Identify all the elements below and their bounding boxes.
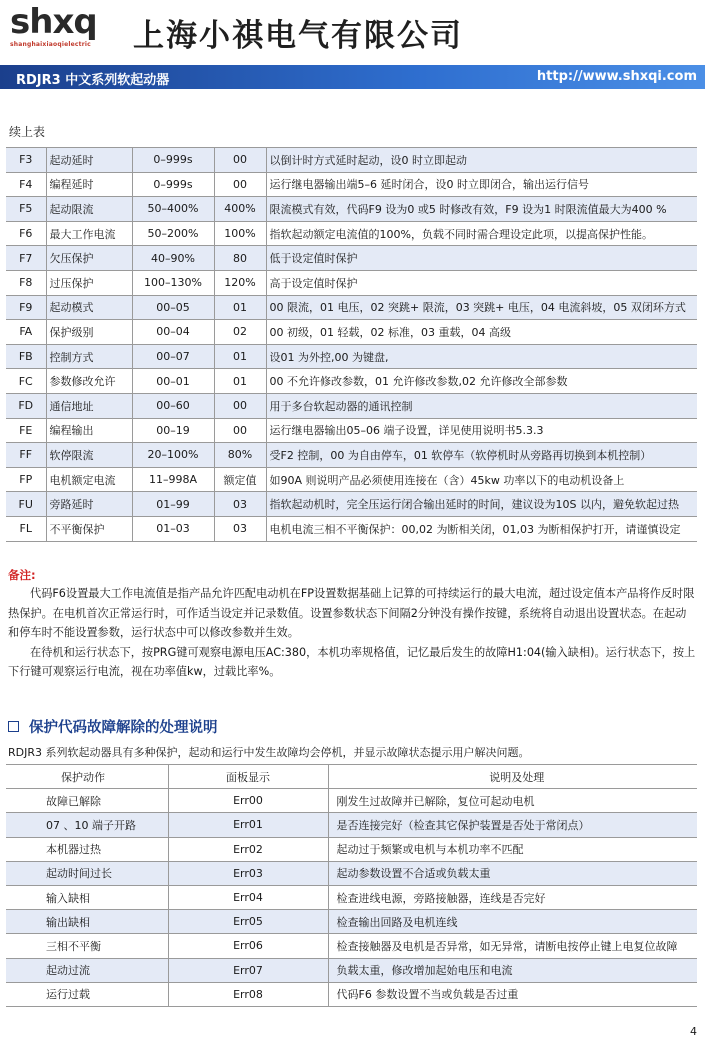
website-url: http://www.shxqi.com — [536, 69, 697, 84]
param-name: 控制方式 — [46, 344, 132, 369]
param-description: 设01 为外控,00 为键盘, — [266, 344, 697, 369]
table-row — [6, 418, 697, 443]
param-default: 02 — [214, 320, 266, 345]
note-paragraph: 在待机和运行状态下，按PRG键可观察电源电压AC:380，本机功率规格值，记忆最后发生的故障H1:04(输入缺相)。运行状态下，按上下行键可观察运行电流，视在功率值kw，过载比率%。 — [8, 645, 696, 678]
fault-action: 故障已解除 — [6, 789, 168, 813]
column-header: 面板显示 — [168, 765, 328, 789]
param-code: F7 — [6, 246, 46, 271]
param-default: 额定值 — [214, 467, 266, 492]
param-code: F9 — [6, 295, 46, 320]
title-banner — [0, 65, 705, 89]
fault-table — [6, 764, 697, 1007]
param-name: 起动模式 — [46, 295, 132, 320]
param-range: 0–999s — [132, 148, 214, 173]
fault-action: 输入缺相 — [6, 885, 168, 909]
param-code: FC — [6, 369, 46, 394]
fault-panel-code: Err05 — [168, 910, 328, 934]
notes-label: 备注: — [8, 568, 36, 582]
param-code: FE — [6, 418, 46, 443]
table-header-row — [6, 765, 697, 789]
table-row — [6, 813, 697, 837]
column-header: 说明及处理 — [328, 765, 697, 789]
fault-description: 检查接触器及电机是否异常，如无异常，请断电按停止键上电复位故障 — [328, 934, 697, 958]
param-default: 01 — [214, 369, 266, 394]
fault-description: 起动参数设置不合适或负载太重 — [328, 861, 697, 885]
param-name: 欠压保护 — [46, 246, 132, 271]
table-row — [6, 467, 697, 492]
param-description: 运行继电器输出05–06 端子设置，详见使用说明书5.3.3 — [266, 418, 697, 443]
param-range: 40–90% — [132, 246, 214, 271]
table-row — [6, 197, 697, 222]
fault-panel-code: Err08 — [168, 982, 328, 1006]
table-row — [6, 369, 697, 394]
param-code: F3 — [6, 148, 46, 173]
param-range: 01–03 — [132, 516, 214, 541]
param-range: 50–200% — [132, 221, 214, 246]
param-range: 00–19 — [132, 418, 214, 443]
fault-panel-code: Err00 — [168, 789, 328, 813]
fault-description: 负载太重，修改增加起始电压和电流 — [328, 958, 697, 982]
param-name: 过压保护 — [46, 270, 132, 295]
param-name: 电机额定电流 — [46, 467, 132, 492]
param-code: FU — [6, 492, 46, 517]
table-row — [6, 270, 697, 295]
param-range: 00–04 — [132, 320, 214, 345]
page-header — [0, 0, 705, 64]
param-description: 指软起动额定电流值的100%，负载不同时需合理设定此项，以提高保护性能。 — [266, 221, 697, 246]
table-row — [6, 246, 697, 271]
param-default: 01 — [214, 295, 266, 320]
table-row — [6, 934, 697, 958]
fault-action: 本机器过热 — [6, 837, 168, 861]
param-range: 20–100% — [132, 443, 214, 468]
table-row — [6, 861, 697, 885]
param-description: 00 不允许修改参数，01 允许修改参数,02 允许修改全部参数 — [266, 369, 697, 394]
fault-action: 三相不平衡 — [6, 934, 168, 958]
table-row — [6, 982, 697, 1006]
parameter-table — [6, 147, 697, 542]
fault-panel-code: Err06 — [168, 934, 328, 958]
param-range: 00–60 — [132, 393, 214, 418]
param-description: 限流模式有效，代码F9 设为0 或5 时修改有效，F9 设为1 时限流值最大为400 % — [266, 197, 697, 222]
table-row — [6, 958, 697, 982]
param-description: 00 初级，01 轻载，02 标准，03 重载，04 高级 — [266, 320, 697, 345]
param-name: 保护级别 — [46, 320, 132, 345]
param-description: 高于设定值时保护 — [266, 270, 697, 295]
param-name: 起动限流 — [46, 197, 132, 222]
param-name: 编程延时 — [46, 172, 132, 197]
param-default: 100% — [214, 221, 266, 246]
param-name: 最大工作电流 — [46, 221, 132, 246]
param-code: F8 — [6, 270, 46, 295]
param-code: FL — [6, 516, 46, 541]
param-range: 01–99 — [132, 492, 214, 517]
section-title-text: 保护代码故障解除的处理说明 — [29, 720, 218, 736]
param-name: 起动延时 — [46, 148, 132, 173]
continued-label: 续上表 — [9, 125, 46, 139]
param-code: F4 — [6, 172, 46, 197]
fault-action: 起动时间过长 — [6, 861, 168, 885]
param-code: FB — [6, 344, 46, 369]
checkbox-square-icon — [8, 721, 19, 732]
param-range: 0–999s — [132, 172, 214, 197]
banner-title: RDJR3 中文系列软起动器 — [16, 73, 170, 88]
param-default: 03 — [214, 516, 266, 541]
param-code: FD — [6, 393, 46, 418]
table-row — [6, 295, 697, 320]
table-row — [6, 492, 697, 517]
param-name: 参数修改允许 — [46, 369, 132, 394]
fault-description: 是否连接完好（检查其它保护装置是否处于常闭点） — [328, 813, 697, 837]
param-name: 编程输出 — [46, 418, 132, 443]
param-default: 80% — [214, 443, 266, 468]
param-range: 100–130% — [132, 270, 214, 295]
param-range: 00–05 — [132, 295, 214, 320]
company-name: 上海小祺电气有限公司 — [133, 18, 463, 54]
param-default: 400% — [214, 197, 266, 222]
table-row — [6, 320, 697, 345]
table-row — [6, 789, 697, 813]
fault-action: 07 、10 端子开路 — [6, 813, 168, 837]
param-name: 旁路延时 — [46, 492, 132, 517]
param-default: 03 — [214, 492, 266, 517]
param-description: 低于设定值时保护 — [266, 246, 697, 271]
param-range: 00–07 — [132, 344, 214, 369]
param-range: 50–400% — [132, 197, 214, 222]
fault-description: 检查进线电源，旁路接触器，连线是否完好 — [328, 885, 697, 909]
param-default: 80 — [214, 246, 266, 271]
param-description: 00 限流，01 电压，02 突跳+ 限流，03 突跳+ 电压，04 电流斜坡，05 双闭环方式 — [266, 295, 697, 320]
table-row — [6, 910, 697, 934]
column-header: 保护动作 — [6, 765, 168, 789]
note-paragraph: 代码F6设置最大工作电流值是指产品允许匹配电动机在FP设置数据基础上记算的可持续运行的最大电流，超过设定值本产品将作反时限热保护。在电机首次正常运行时，可作适当设定并记录数值。设置参数状态下间隔2分钟没有操作按键，系统将自动退出设置状态。在起动和停车时不能设置参数，运行状态中可以修改参数并生效。 — [8, 587, 695, 639]
logo-subtext: shanghaixiaoqielectric — [10, 41, 91, 48]
table-row — [6, 221, 697, 246]
table-row — [6, 443, 697, 468]
notes-body — [8, 584, 696, 682]
param-code: FF — [6, 443, 46, 468]
company-logo — [10, 2, 122, 52]
fault-panel-code: Err01 — [168, 813, 328, 837]
param-description: 如90A 则说明产品必须使用连接在（含）45kw 功率以下的电动机设备上 — [266, 467, 697, 492]
table-row — [6, 516, 697, 541]
page-number: 4 — [690, 1025, 697, 1038]
fault-description: 检查输出回路及电机连线 — [328, 910, 697, 934]
section-title — [8, 716, 218, 737]
param-name: 不平衡保护 — [46, 516, 132, 541]
fault-description: 代码F6 参数设置不当或负载是否过重 — [328, 982, 697, 1006]
fault-panel-code: Err02 — [168, 837, 328, 861]
section-intro: RDJR3 系列软起动器具有多种保护，起动和运行中发生故障均会停机，并显示故障状态提示用户解决问题。 — [8, 746, 530, 759]
table-row — [6, 393, 697, 418]
param-default: 120% — [214, 270, 266, 295]
param-default: 01 — [214, 344, 266, 369]
param-name: 通信地址 — [46, 393, 132, 418]
param-code: FA — [6, 320, 46, 345]
param-description: 电机电流三相不平衡保护：00,02 为断相关闭，01,03 为断相保护打开，请谨慎设定 — [266, 516, 697, 541]
fault-action: 运行过载 — [6, 982, 168, 1006]
param-description: 指软起动机时，完全压运行闭合输出延时的时间，建议设为10S 以内，避免软起过热 — [266, 492, 697, 517]
param-description: 用于多台软起动器的通讯控制 — [266, 393, 697, 418]
param-range: 00–01 — [132, 369, 214, 394]
param-code: F6 — [6, 221, 46, 246]
param-description: 受F2 控制，00 为自由停车，01 软停车（软停机时从旁路再切换到本机控制） — [266, 443, 697, 468]
param-default: 00 — [214, 172, 266, 197]
table-row — [6, 885, 697, 909]
table-row — [6, 172, 697, 197]
param-default: 00 — [214, 393, 266, 418]
table-row — [6, 837, 697, 861]
fault-description: 起动过于频繁或电机与本机功率不匹配 — [328, 837, 697, 861]
param-description: 运行继电器输出端5–6 延时闭合，设0 时立即闭合，输出运行信号 — [266, 172, 697, 197]
fault-panel-code: Err07 — [168, 958, 328, 982]
param-name: 软停限流 — [46, 443, 132, 468]
fault-panel-code: Err04 — [168, 885, 328, 909]
param-code: F5 — [6, 197, 46, 222]
param-default: 00 — [214, 148, 266, 173]
fault-description: 刚发生过故障并已解除，复位可起动电机 — [328, 789, 697, 813]
param-default: 00 — [214, 418, 266, 443]
fault-action: 输出缺相 — [6, 910, 168, 934]
logo-text: shxq — [10, 2, 97, 42]
fault-action: 起动过流 — [6, 958, 168, 982]
table-row — [6, 344, 697, 369]
param-range: 11–998A — [132, 467, 214, 492]
fault-panel-code: Err03 — [168, 861, 328, 885]
table-row — [6, 148, 697, 173]
param-code: FP — [6, 467, 46, 492]
param-description: 以倒计时方式延时起动，设0 时立即起动 — [266, 148, 697, 173]
